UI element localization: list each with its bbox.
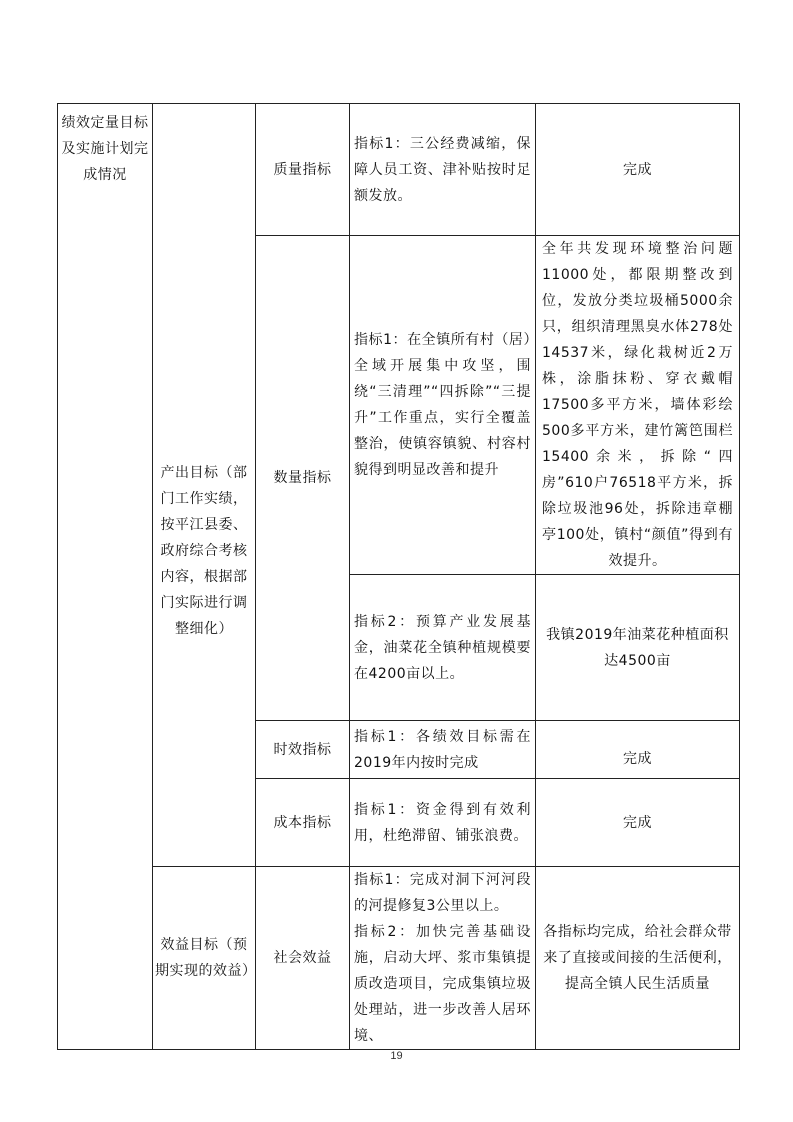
category-cost: 成本指标 [256, 779, 350, 867]
output-goal-cell-top [153, 104, 256, 236]
table-row [58, 104, 740, 236]
benefit-goal-cell: 效益目标（预期实现的效益） [153, 867, 256, 1050]
table-row [58, 867, 740, 1050]
indicator-social [350, 867, 536, 1050]
result-timeliness-1: 完成 [536, 721, 740, 779]
category-social: 社会效益 [256, 867, 350, 1050]
result-quality-1: 完成 [536, 104, 740, 236]
category-quantity: 数量指标 [256, 236, 350, 721]
result-quantity-1: 全年共发现环境整治问题11000处，都限期整改到位，发放分类垃圾桶5000余只，组织清理黑臭水体278处14537米，绿化栽树近2万株，涂脂抹粉、穿衣戴帽17500多平方米，墙体彩绘500多平方米，建竹篱笆围栏15400余米，拆除“四房”610户76518平方米，拆除垃圾池96处，拆除违章棚亭100处，镇村“颜值”得到有效提升。 [536, 236, 740, 575]
indicator-social-2: 指标2：加快完善基础设施，启动大坪、浆市集镇提质改造项目，完成集镇垃圾处理站，进一步改善人居环境、 [354, 924, 531, 1044]
indicator-quality-1: 指标1：三公经费减缩，保障人员工资、津补贴按时足额发放。 [350, 104, 536, 236]
result-quantity-2: 我镇2019年油菜花种植面积达4500亩 [536, 575, 740, 721]
result-social: 各指标均完成，给社会群众带来了直接或间接的生活便利，提高全镇人民生活质量 [536, 867, 740, 1050]
result-cost-1: 完成 [536, 779, 740, 867]
category-quality: 质量指标 [256, 104, 350, 236]
indicator-timeliness-1: 指标1：各绩效目标需在2019年内按时完成 [350, 721, 536, 779]
output-goal-cell: 产出目标（部门工作实绩，按平江县委、政府综合考核内容，根据部门实际进行调整细化） [153, 236, 256, 867]
indicator-quantity-2: 指标2：预算产业发展基金，油菜花全镇种植规模要在4200亩以上。 [350, 575, 536, 721]
category-timeliness: 时效指标 [256, 721, 350, 779]
table-row [58, 236, 740, 575]
indicator-quantity-1: 指标1：在全镇所有村（居）全域开展集中攻坚，围绕“三清理”“四拆除”“三提升”工作重点，实行全覆盖整治，使镇容镇貌、村容村貌得到明显改善和提升 [350, 236, 536, 575]
indicator-cost-1: 指标1：资金得到有效利用，杜绝滞留、铺张浪费。 [350, 779, 536, 867]
performance-table [57, 103, 740, 1050]
page-number: 19 [390, 1050, 403, 1062]
indicator-social-1: 指标1：完成对洞下河河段的河提修复3公里以上。 [354, 872, 531, 914]
quant-goal-header: 绩效定量目标及实施计划完成情况 [58, 104, 153, 1050]
